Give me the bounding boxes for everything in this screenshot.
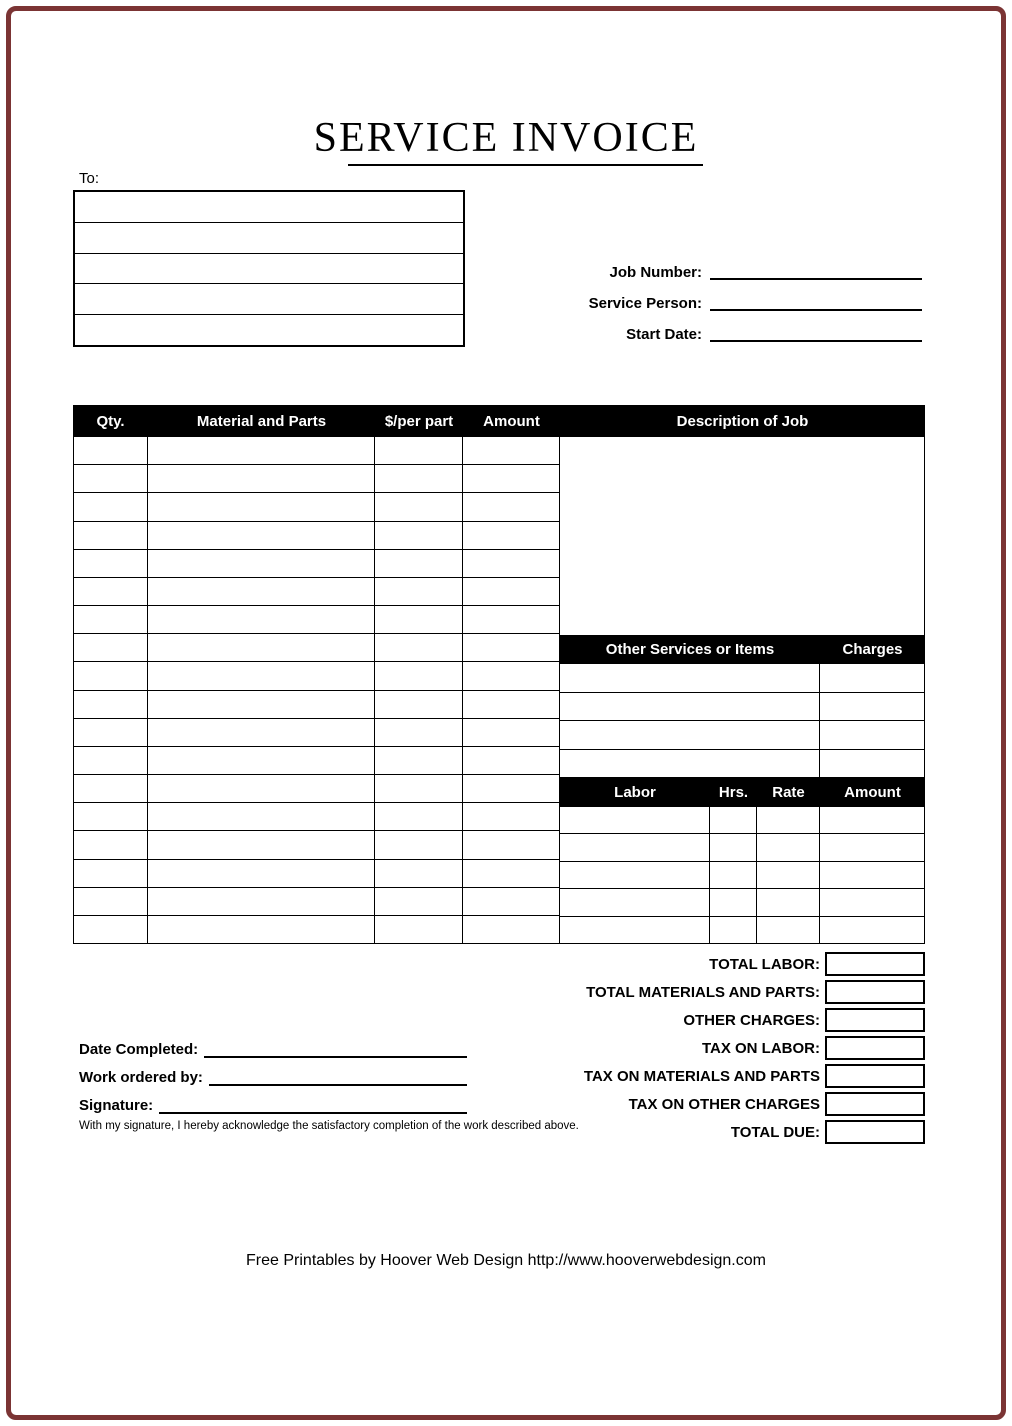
per-part-cell[interactable] xyxy=(375,578,463,605)
amount-cell[interactable] xyxy=(463,662,559,689)
job-fields xyxy=(562,252,922,345)
labor-row xyxy=(560,834,924,861)
signature-field-input-line[interactable] xyxy=(209,1074,467,1086)
to-label: To: xyxy=(79,170,100,187)
total-label: TOTAL LABOR: xyxy=(709,955,820,973)
per-part-header: $/per part xyxy=(384,412,454,430)
qty-cell[interactable] xyxy=(74,747,148,774)
material-parts-cell[interactable] xyxy=(148,719,375,746)
recipient-address-box[interactable] xyxy=(73,190,465,347)
total-amount-box[interactable] xyxy=(825,1120,925,1144)
labor-amount-cell[interactable] xyxy=(820,807,924,833)
qty-cell[interactable] xyxy=(74,578,148,605)
amount-cell[interactable] xyxy=(463,493,559,520)
amount-cell[interactable] xyxy=(463,578,559,605)
per-part-cell[interactable] xyxy=(375,634,463,661)
other-service-item-cell[interactable] xyxy=(560,693,820,721)
labor-header: Labor xyxy=(614,784,656,801)
qty-cell[interactable] xyxy=(74,719,148,746)
per-part-cell[interactable] xyxy=(375,747,463,774)
materials-row xyxy=(74,437,559,465)
materials-row xyxy=(74,522,559,550)
per-part-cell[interactable] xyxy=(375,860,463,887)
qty-cell[interactable] xyxy=(74,775,148,802)
signature-field-label: Signature: xyxy=(79,1096,154,1114)
job-field-input-line[interactable] xyxy=(710,266,922,280)
amount-cell[interactable] xyxy=(463,860,559,887)
labor-row xyxy=(560,807,924,834)
amount-cell[interactable] xyxy=(463,831,559,858)
recipient-address-line[interactable] xyxy=(75,315,463,345)
amount-cell[interactable] xyxy=(463,634,559,661)
total-row xyxy=(560,1090,925,1118)
other-service-item-cell[interactable] xyxy=(560,721,820,749)
material-parts-cell[interactable] xyxy=(148,550,375,577)
total-row xyxy=(560,978,925,1006)
material-parts-cell[interactable] xyxy=(148,775,375,802)
qty-cell[interactable] xyxy=(74,606,148,633)
hrs-cell[interactable] xyxy=(710,807,757,833)
qty-cell[interactable] xyxy=(74,916,148,943)
other-services-header: Other Services or Items xyxy=(605,641,775,658)
materials-row xyxy=(74,691,559,719)
material-parts-cell[interactable] xyxy=(148,634,375,661)
job-field-label: Job Number: xyxy=(609,264,702,281)
per-part-cell[interactable] xyxy=(375,916,463,943)
material-parts-cell[interactable] xyxy=(148,493,375,520)
table-header-row xyxy=(73,405,925,437)
recipient-address-line[interactable] xyxy=(75,254,463,285)
labor-table xyxy=(560,807,925,944)
amount-cell[interactable] xyxy=(463,522,559,549)
rate-cell[interactable] xyxy=(757,834,820,860)
amount-cell[interactable] xyxy=(463,550,559,577)
materials-row xyxy=(74,465,559,493)
labor-cell[interactable] xyxy=(560,889,710,915)
rate-cell[interactable] xyxy=(757,862,820,888)
labor-amount-header: Amount xyxy=(844,784,901,801)
per-part-cell[interactable] xyxy=(375,691,463,718)
other-services-row xyxy=(560,750,924,779)
qty-cell[interactable] xyxy=(74,888,148,915)
amount-cell[interactable] xyxy=(463,606,559,633)
labor-cell[interactable] xyxy=(560,834,710,860)
labor-amount-cell[interactable] xyxy=(820,862,924,888)
total-row xyxy=(560,1034,925,1062)
charges-cell[interactable] xyxy=(820,750,924,778)
material-parts-cell[interactable] xyxy=(148,578,375,605)
material-parts-cell[interactable] xyxy=(148,465,375,492)
amount-cell[interactable] xyxy=(463,747,559,774)
amount-cell[interactable] xyxy=(463,465,559,492)
materials-row xyxy=(74,860,559,888)
per-part-cell[interactable] xyxy=(375,719,463,746)
total-label: TAX ON LABOR: xyxy=(701,1039,820,1057)
totals-section xyxy=(560,950,925,1146)
hrs-cell[interactable] xyxy=(710,862,757,888)
charges-cell[interactable] xyxy=(820,664,924,692)
materials-row xyxy=(74,493,559,521)
other-service-item-cell[interactable] xyxy=(560,750,820,778)
signature-field-row xyxy=(79,1088,467,1116)
material-parts-cell[interactable] xyxy=(148,606,375,633)
qty-cell[interactable] xyxy=(74,634,148,661)
total-row xyxy=(560,1006,925,1034)
material-parts-cell[interactable] xyxy=(148,916,375,943)
materials-row xyxy=(74,803,559,831)
total-row xyxy=(560,1062,925,1090)
title-underline xyxy=(348,164,703,166)
signature-field-row xyxy=(79,1032,467,1060)
material-parts-cell[interactable] xyxy=(148,522,375,549)
per-part-cell[interactable] xyxy=(375,493,463,520)
charges-cell[interactable] xyxy=(820,693,924,721)
per-part-cell[interactable] xyxy=(375,522,463,549)
materials-row xyxy=(74,888,559,916)
materials-row xyxy=(74,916,559,944)
labor-amount-cell[interactable] xyxy=(820,917,924,943)
material-parts-cell[interactable] xyxy=(148,691,375,718)
footer-credit: Free Printables by Hoover Web Design http://www.hooverwebdesign.com xyxy=(246,1252,766,1269)
other-services-row xyxy=(560,664,924,693)
qty-cell[interactable] xyxy=(74,550,148,577)
qty-cell[interactable] xyxy=(74,522,148,549)
recipient-address-line[interactable] xyxy=(75,284,463,315)
qty-header: Qty. xyxy=(96,412,125,430)
amount-cell[interactable] xyxy=(463,888,559,915)
materials-row xyxy=(74,662,559,690)
charges-cell[interactable] xyxy=(820,721,924,749)
rate-cell[interactable] xyxy=(757,917,820,943)
total-label: TOTAL DUE: xyxy=(730,1123,820,1141)
per-part-cell[interactable] xyxy=(375,437,463,464)
hrs-cell[interactable] xyxy=(710,834,757,860)
signature-disclaimer: With my signature, I hereby acknowledge the satisfactory completion of the work described above. xyxy=(79,1120,579,1132)
job-field-row xyxy=(562,314,922,345)
total-amount-box[interactable] xyxy=(825,1092,925,1116)
total-row xyxy=(560,1118,925,1146)
labor-amount-cell[interactable] xyxy=(820,889,924,915)
materials-row xyxy=(74,634,559,662)
job-description-area[interactable] xyxy=(560,437,925,635)
material-parts-cell[interactable] xyxy=(148,860,375,887)
signature-field-label: Work ordered by: xyxy=(79,1068,203,1086)
job-field-row xyxy=(562,252,922,283)
total-amount-box[interactable] xyxy=(825,1036,925,1060)
amount-cell[interactable] xyxy=(463,775,559,802)
material-parts-cell[interactable] xyxy=(148,831,375,858)
other-services-header-row xyxy=(560,635,925,664)
material-parts-cell[interactable] xyxy=(148,662,375,689)
per-part-cell[interactable] xyxy=(375,662,463,689)
materials-row xyxy=(74,719,559,747)
per-part-cell[interactable] xyxy=(375,775,463,802)
amount-cell[interactable] xyxy=(463,437,559,464)
labor-amount-cell[interactable] xyxy=(820,834,924,860)
job-field-input-line[interactable] xyxy=(710,297,922,311)
qty-cell[interactable] xyxy=(74,437,148,464)
per-part-cell[interactable] xyxy=(375,888,463,915)
labor-cell[interactable] xyxy=(560,862,710,888)
total-row xyxy=(560,950,925,978)
other-services-table xyxy=(560,664,925,778)
recipient-address-line[interactable] xyxy=(75,223,463,254)
materials-row xyxy=(74,606,559,634)
qty-cell[interactable] xyxy=(74,803,148,830)
material-parts-header: Material and Parts xyxy=(196,412,327,430)
job-field-input-line[interactable] xyxy=(710,328,922,342)
materials-row xyxy=(74,747,559,775)
materials-row xyxy=(74,831,559,859)
materials-row xyxy=(74,550,559,578)
signature-field-input-line[interactable] xyxy=(159,1102,467,1114)
material-parts-cell[interactable] xyxy=(148,437,375,464)
amount-cell[interactable] xyxy=(463,719,559,746)
job-field-label: Service Person: xyxy=(588,295,702,312)
job-field-row xyxy=(562,283,922,314)
materials-row xyxy=(74,578,559,606)
amount-cell[interactable] xyxy=(463,916,559,943)
labor-row xyxy=(560,889,924,916)
material-parts-cell[interactable] xyxy=(148,888,375,915)
other-service-item-cell[interactable] xyxy=(560,664,820,692)
signature-section xyxy=(79,1032,579,1132)
other-services-row xyxy=(560,721,924,750)
qty-cell[interactable] xyxy=(74,860,148,887)
material-parts-cell[interactable] xyxy=(148,803,375,830)
signature-field-label: Date Completed: xyxy=(79,1040,199,1058)
amount-cell[interactable] xyxy=(463,691,559,718)
job-field-label: Start Date: xyxy=(626,326,702,343)
rate-cell[interactable] xyxy=(757,889,820,915)
total-amount-box[interactable] xyxy=(825,952,925,976)
amount-header: Amount xyxy=(483,412,540,430)
materials-table xyxy=(73,437,560,944)
signature-field-row xyxy=(79,1060,467,1088)
labor-row xyxy=(560,862,924,889)
hrs-cell[interactable] xyxy=(710,917,757,943)
rate-header: Rate xyxy=(772,784,805,801)
other-services-row xyxy=(560,693,924,722)
labor-row xyxy=(560,917,924,944)
rate-cell[interactable] xyxy=(757,807,820,833)
total-amount-box[interactable] xyxy=(825,1064,925,1088)
total-label: OTHER CHARGES: xyxy=(683,1011,820,1029)
signature-field-input-line[interactable] xyxy=(204,1046,467,1058)
per-part-cell[interactable] xyxy=(375,550,463,577)
qty-cell[interactable] xyxy=(74,493,148,520)
per-part-cell[interactable] xyxy=(375,606,463,633)
materials-row xyxy=(74,775,559,803)
hrs-header: Hrs. xyxy=(718,784,749,801)
recipient-address-line[interactable] xyxy=(75,192,463,223)
per-part-cell[interactable] xyxy=(375,831,463,858)
total-label: TAX ON OTHER CHARGES xyxy=(628,1095,820,1113)
description-of-job-header: Description of Job xyxy=(676,412,809,430)
total-label: TAX ON MATERIALS AND PARTS xyxy=(583,1067,820,1085)
hrs-cell[interactable] xyxy=(710,889,757,915)
amount-cell[interactable] xyxy=(463,803,559,830)
page-title: SERVICE INVOICE xyxy=(313,115,699,161)
labor-header-row xyxy=(560,778,925,807)
labor-cell[interactable] xyxy=(560,917,710,943)
qty-cell[interactable] xyxy=(74,465,148,492)
total-amount-box[interactable] xyxy=(825,980,925,1004)
material-parts-cell[interactable] xyxy=(148,747,375,774)
qty-cell[interactable] xyxy=(74,691,148,718)
charges-header: Charges xyxy=(842,641,903,658)
per-part-cell[interactable] xyxy=(375,465,463,492)
per-part-cell[interactable] xyxy=(375,803,463,830)
total-amount-box[interactable] xyxy=(825,1008,925,1032)
qty-cell[interactable] xyxy=(74,831,148,858)
total-label: TOTAL MATERIALS AND PARTS: xyxy=(586,983,820,1001)
labor-cell[interactable] xyxy=(560,807,710,833)
qty-cell[interactable] xyxy=(74,662,148,689)
